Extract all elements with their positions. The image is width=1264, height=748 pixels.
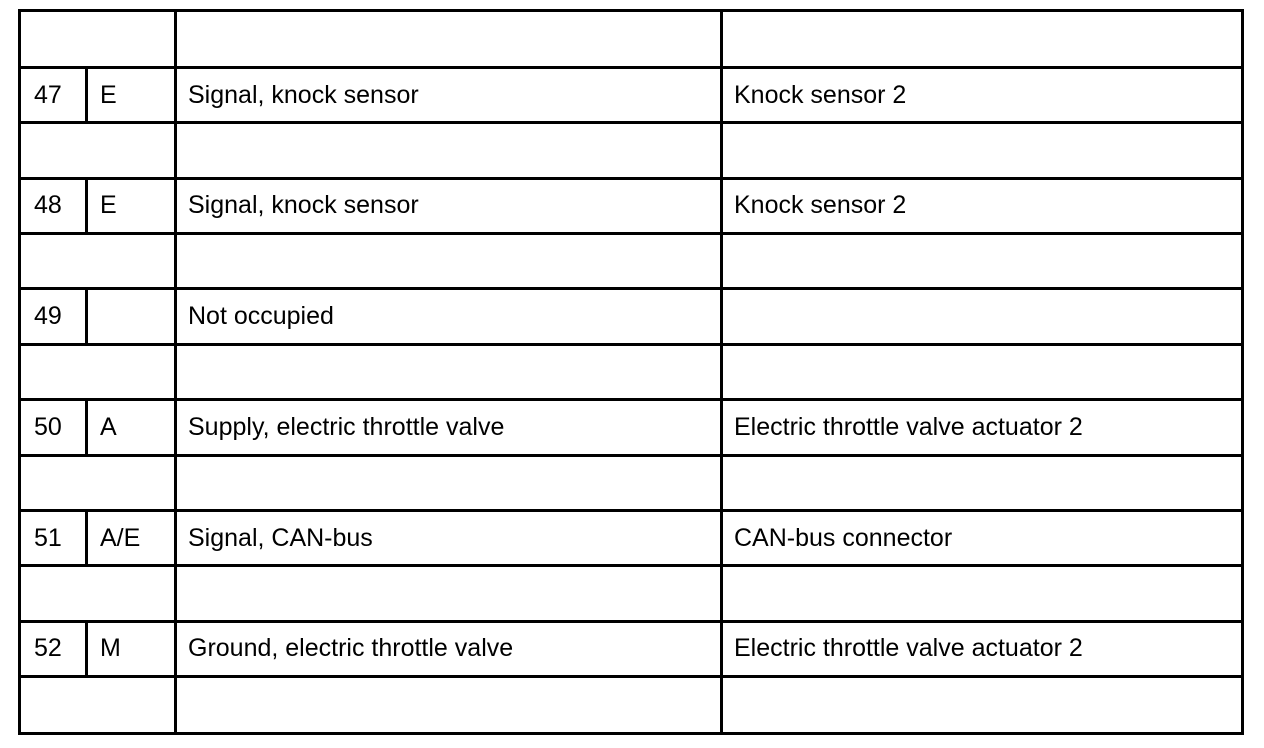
table-row: [21, 234, 1241, 289]
code-cell: A/E: [100, 523, 141, 552]
table-row: [21, 289, 1241, 344]
table-row: [21, 510, 1241, 565]
table-row: [21, 178, 1241, 233]
description-cell: Signal, CAN-bus: [188, 523, 373, 552]
row-divider: [21, 620, 1241, 623]
row-divider: [21, 675, 1241, 678]
pin-cell: 48: [34, 191, 62, 220]
pin-cell: 49: [34, 302, 62, 331]
row-divider: [21, 66, 1241, 69]
code-cell: A: [100, 412, 117, 441]
code-cell: E: [100, 80, 117, 109]
pin-code-divider: [85, 178, 88, 233]
description-cell: Signal, knock sensor: [188, 80, 419, 109]
pin-cell: 51: [34, 523, 62, 552]
description-cell: Ground, electric throttle valve: [188, 634, 514, 663]
table-row: [21, 621, 1241, 676]
component-cell: Electric throttle valve actuator 2: [734, 412, 1083, 441]
row-divider: [21, 343, 1241, 346]
table-row: [21, 123, 1241, 178]
row-divider: [21, 121, 1241, 124]
description-cell: Supply, electric throttle valve: [188, 412, 505, 441]
table-row: [21, 566, 1241, 621]
row-divider: [21, 398, 1241, 401]
table-row: [21, 344, 1241, 399]
pin-code-divider: [85, 289, 88, 344]
component-cell: Knock sensor 2: [734, 191, 907, 220]
pin-code-divider: [85, 621, 88, 676]
description-cell: Signal, knock sensor: [188, 191, 419, 220]
component-cell: Knock sensor 2: [734, 80, 907, 109]
pin-cell: 47: [34, 80, 62, 109]
pin-assignment-table: [18, 9, 1244, 735]
pin-cell: 50: [34, 412, 62, 441]
table-row: [21, 677, 1241, 732]
pin-code-divider: [85, 400, 88, 455]
row-divider: [21, 509, 1241, 512]
pin-code-divider: [85, 67, 88, 122]
table-row: [21, 67, 1241, 122]
row-divider: [21, 232, 1241, 235]
row-divider: [21, 564, 1241, 567]
row-divider: [21, 177, 1241, 180]
pin-cell: 52: [34, 634, 62, 663]
table-row: [21, 400, 1241, 455]
row-divider: [21, 287, 1241, 290]
description-cell: Not occupied: [188, 302, 334, 331]
component-cell: Electric throttle valve actuator 2: [734, 634, 1083, 663]
table-row: [21, 12, 1241, 67]
pin-code-divider: [85, 510, 88, 565]
table-row: [21, 455, 1241, 510]
row-divider: [21, 454, 1241, 457]
component-cell: CAN-bus connector: [734, 523, 953, 552]
code-cell: E: [100, 191, 117, 220]
code-cell: M: [100, 634, 121, 663]
